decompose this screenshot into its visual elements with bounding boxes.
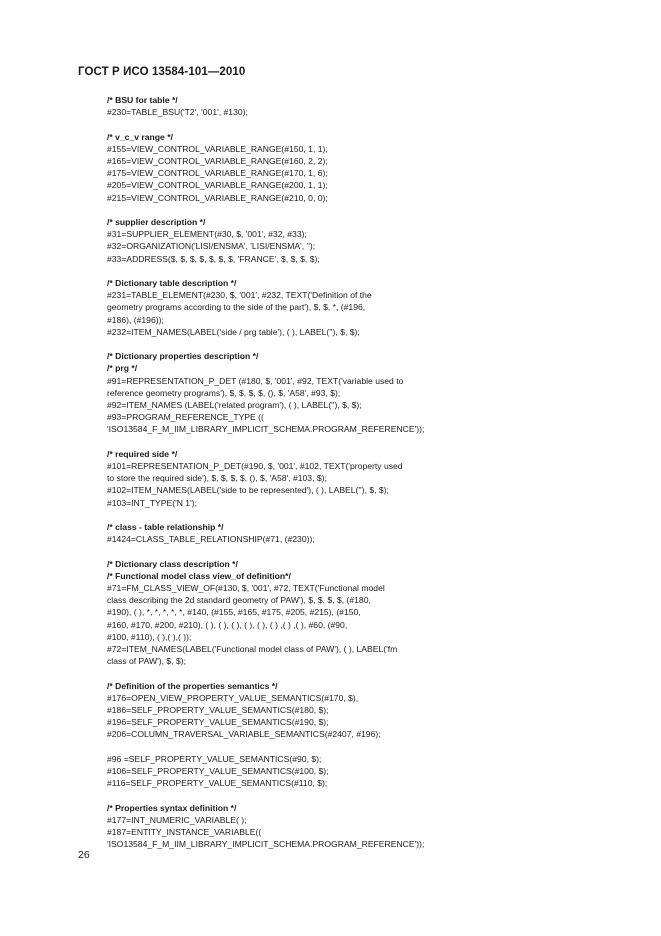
code-line: #102=ITEM_NAMES(LABEL('side to be represented'), ( ), LABEL(''), $, $);	[107, 485, 389, 496]
code-line: #190), ( ), *, *, *, *, *, #140, (#155, #165, #175, #205, #215), (#150,	[107, 607, 361, 618]
comment-line: /* Definition of the properties semantics */	[107, 680, 278, 691]
code-block	[107, 94, 527, 118]
comment-line: /* required side */	[107, 448, 178, 459]
code-block	[107, 680, 527, 741]
comment-line: /* Dictionary properties description */	[107, 351, 259, 362]
code-line: #196=SELF_PROPERTY_VALUE_SEMANTICS(#190, $);	[107, 717, 329, 728]
code-line: #92=ITEM_NAMES (LABEL('related program'), ( ), LABEL(''), $, $);	[107, 400, 362, 411]
comment-line: /* prg */	[107, 363, 138, 374]
code-block	[107, 216, 527, 265]
code-line: #205=VIEW_CONTROL_VARIABLE_RANGE(#200, 1, 1);	[107, 180, 328, 191]
code-block	[107, 558, 527, 668]
code-line: #100, #110), ( ),( ),( ));	[107, 631, 192, 642]
code-line: #186), (#196));	[107, 314, 164, 325]
code-line: #33=ADDRESS($, $, $, $, $, $, $, 'FRANCE', $, $, $, $);	[107, 253, 320, 264]
code-line: #155=VIEW_CONTROL_VARIABLE_RANGE(#150, 1, 1);	[107, 143, 328, 154]
comment-line: /* Dictionary class description */	[107, 558, 238, 569]
code-line: #71=FM_CLASS_VIEW_OF(#130, $, '001', #72, TEXT('Functional model	[107, 583, 385, 594]
code-line: geometry programs according to the side of the part'), $, $, *, (#196,	[107, 302, 366, 313]
code-line: #31=SUPPLIER_ELEMENT(#30, $, '001', #32, #33);	[107, 229, 307, 240]
code-line: 'ISO13584_F_M_IIM_LIBRARY_IMPLICIT_SCHEMA.PROGRAM_REFERENCE'));	[107, 839, 425, 850]
code-line: #215=VIEW_CONTROL_VARIABLE_RANGE(#210, 0, 0);	[107, 192, 328, 203]
code-block	[107, 521, 527, 545]
code-line: #176=OPEN_VIEW_PROPERTY_VALUE_SEMANTICS(#170, $),	[107, 692, 359, 703]
code-line: #206=COLUMN_TRAVERSAL_VARIABLE_SEMANTICS(#2407, #196);	[107, 729, 381, 740]
comment-line: /* class - table relationship */	[107, 522, 224, 533]
code-line: #230=TABLE_BSU('T2', '001', #130);	[107, 107, 248, 118]
code-line: class describing the 2d standard geometry of PAW'), $, $, $, $, (#180,	[107, 595, 371, 606]
code-line: #175=VIEW_CONTROL_VARIABLE_RANGE(#170, 1, 6);	[107, 168, 328, 179]
code-line: #106=SELF_PROPERTY_VALUE_SEMANTICS(#100, $);	[107, 766, 329, 777]
code-line: #101=REPRESENTATION_P_DET(#190, $, '001', #102, TEXT('property used	[107, 461, 403, 472]
comment-line: /* Functional model class view_of definition*/	[107, 570, 291, 581]
code-block	[107, 448, 527, 509]
comment-line: /* BSU for table */	[107, 95, 178, 105]
code-line: #187=ENTITY_INSTANCE_VARIABLE((	[107, 827, 262, 838]
code-block	[107, 753, 527, 790]
comment-line: /* supplier description */	[107, 217, 206, 227]
code-listing	[107, 94, 527, 863]
document-header: ГОСТ Р ИСО 13584-101—2010	[78, 66, 246, 78]
code-line: #32=ORGANIZATION('LISI/ENSMA', 'LISI/ENSMA', '');	[107, 241, 316, 252]
code-line: #91=REPRESENTATION_P_DET (#180, $, '001', #92, TEXT('variable used to	[107, 375, 404, 386]
code-line: #160, #170, #200, #210), ( ), ( ), ( ), ( ), ( ), ( ) ,( ) ,( ), #60, (#90,	[107, 619, 348, 630]
comment-line: /* v_c_v range */	[107, 131, 173, 142]
code-line: #232=ITEM_NAMES(LABEL('side / prg table'), ( ), LABEL(''), $, $);	[107, 326, 360, 337]
code-line: #116=SELF_PROPERTY_VALUE_SEMANTICS(#110, $);	[107, 778, 328, 789]
code-line: #177=INT_NUMERIC_VARIABLE( );	[107, 814, 247, 825]
code-line: #186=SELF_PROPERTY_VALUE_SEMANTICS(#180, $);	[107, 705, 329, 716]
comment-line: /* Dictionary table description */	[107, 278, 237, 288]
code-block	[107, 277, 527, 338]
code-line: #1424=CLASS_TABLE_RELATIONSHIP(#71, (#230));	[107, 534, 315, 545]
code-line: #93=PROGRAM_REFERENCE_TYPE ((	[107, 412, 264, 423]
code-line: class of PAW'), $, $);	[107, 656, 187, 667]
comment-line: /* Properties syntax definition */	[107, 802, 237, 813]
code-line: #103=INT_TYPE('N 1');	[107, 497, 197, 508]
code-block	[107, 802, 527, 851]
code-line: #231=TABLE_ELEMENT(#230, $, '001', #232, TEXT('Definition of the	[107, 290, 372, 301]
code-line: #72=ITEM_NAMES(LABEL('Functional model class of PAW'), ( ), LABEL('fm	[107, 644, 398, 655]
code-line: 'ISO13584_F_M_IIM_LIBRARY_IMPLICIT_SCHEMA.PROGRAM_REFERENCE'));	[107, 424, 425, 435]
code-block	[107, 131, 527, 204]
page-number: 26	[78, 849, 90, 861]
code-line: reference geometry programs'), $, $, $, $, (), $, 'A58', #93, $);	[107, 387, 341, 398]
code-line: #96 =SELF_PROPERTY_VALUE_SEMANTICS(#90, $);	[107, 753, 322, 764]
code-block	[107, 350, 527, 435]
code-line: to store the required side'), $, $, $, $, (), $, 'A58', #103, $);	[107, 473, 327, 484]
code-line: #165=VIEW_CONTROL_VARIABLE_RANGE(#160, 2, 2);	[107, 156, 328, 166]
